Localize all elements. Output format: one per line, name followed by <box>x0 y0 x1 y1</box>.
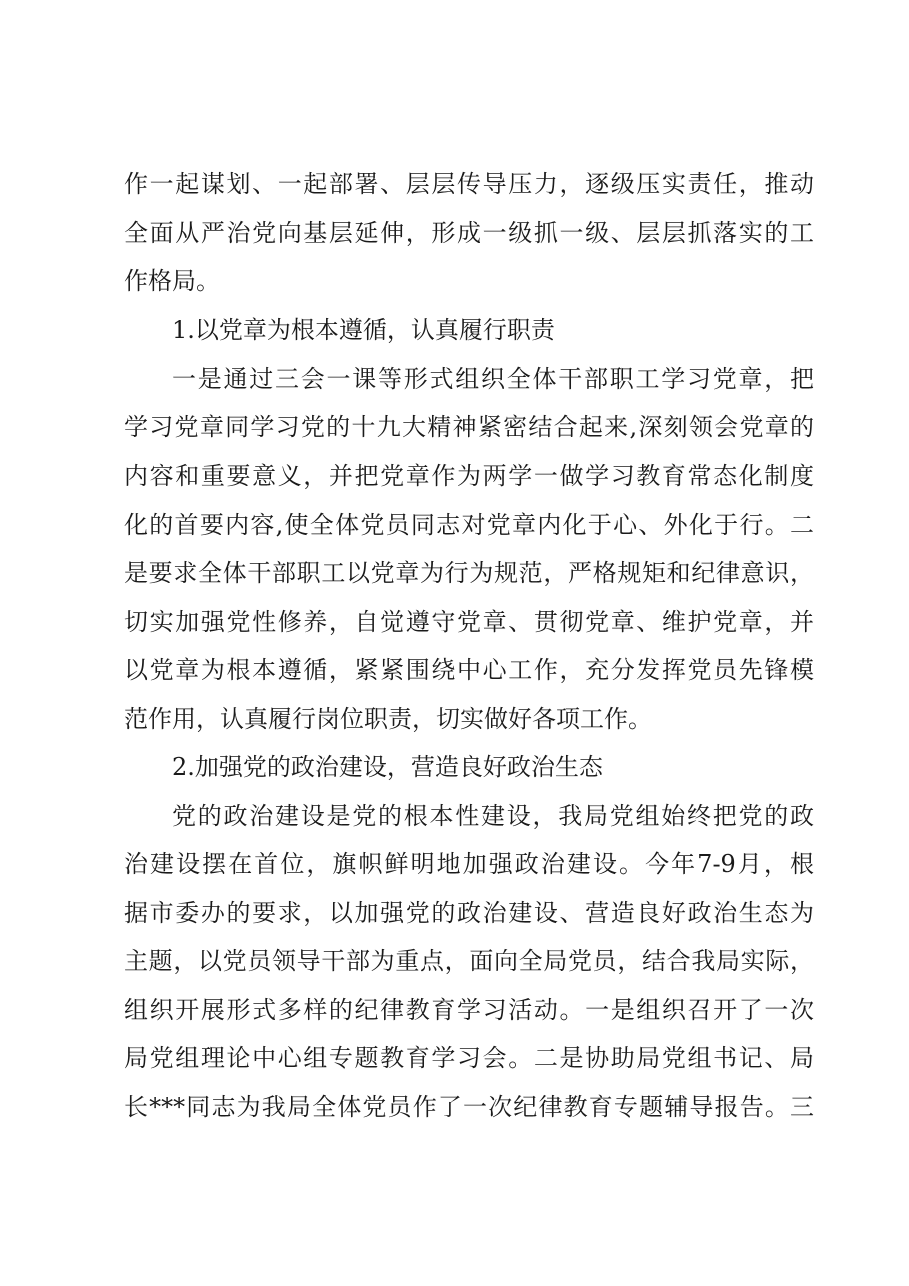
body-text-line: 作一起谋划、一起部署、层层传导压力，逐级压实责任，推动 <box>124 170 814 198</box>
body-text-line: 作格局。 <box>124 267 220 295</box>
body-text-line: 范作用，认真履行岗位职责，切实做好各项工作。 <box>124 705 652 733</box>
body-text-line: 主题，以党员领导干部为重点，面向全局党员，结合我局实际， <box>124 947 814 975</box>
body-text-line: 组织开展形式多样的纪律教育学习活动。一是组织召开了一次 <box>124 996 814 1024</box>
body-text-line: 局党组理论中心组专题教育学习会。二是协助局党组书记、局 <box>124 1044 814 1072</box>
body-text-line: 以党章为根本遵循，紧紧围绕中心工作，充分发挥党员先锋模 <box>124 656 814 684</box>
body-text-line: 党的政治建设是党的根本性建设，我局党组始终把党的政 <box>172 802 814 830</box>
body-text-line: 学习党章同学习党的十九大精神紧密结合起来,深刻领会党章的 <box>124 413 814 441</box>
body-text-line: 据市委办的要求，以加强党的政治建设、营造良好政治生态为 <box>124 899 814 927</box>
body-text-line: 是要求全体干部职工以党章为行为规范，严格规矩和纪律意识， <box>124 559 814 587</box>
body-text-line: 长***同志为我局全体党员作了一次纪律教育专题辅导报告。三 <box>124 1093 814 1121</box>
body-text-line: 内容和重要意义，并把党章作为两学一做学习教育常态化制度 <box>124 462 814 490</box>
body-text-line: 治建设摆在首位，旗帜鲜明地加强政治建设。今年7-9月，根 <box>124 850 814 878</box>
section-heading-1: 1.以党章为根本遵循，认真履行职责 <box>172 316 555 344</box>
body-text-line: 切实加强党性修养，自觉遵守党章、贯彻党章、维护党章，并 <box>124 608 814 636</box>
body-text-line: 全面从严治党向基层延伸，形成一级抓一级、层层抓落实的工 <box>124 219 814 247</box>
section-heading-2: 2.加强党的政治建设，营造良好政治生态 <box>172 753 603 781</box>
body-text-line: 一是通过三会一课等形式组织全体干部职工学习党章，把 <box>172 365 814 393</box>
body-text-line: 化的首要内容,使全体党员同志对党章内化于心、外化于行。二 <box>124 511 814 539</box>
